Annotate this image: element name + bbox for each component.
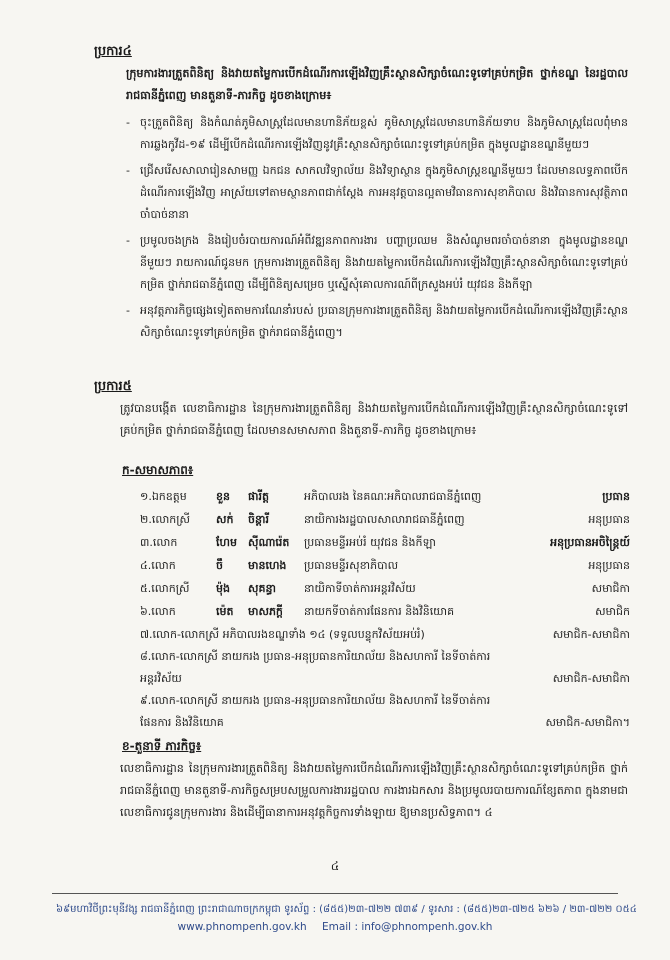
footer-address: ៦៩មហាវិថីព្រះមុនីវង្ស រាជធានីភ្នំពេញ ព្រះរាជាណាចក្រកម្ពុជា ទូរស័ព្ទ : (៨៥៥)២៣-៧២២ ៧៣៩ / ទូរសារ : (៨៥៥)២៣-៧២៥ ៦២៦ / ២៣-៧២២ ០៥៤: [56, 904, 637, 915]
article5-heading: ប្រការ៥: [94, 379, 132, 394]
member-title: ៤.លោក: [140, 558, 176, 572]
member-role: សមាជិកា: [591, 581, 630, 595]
member-position: ប្រធានមន្ទីរអប់រំ យុវជន និងកីឡា: [304, 535, 436, 549]
member-family-name: ម៉ុង: [216, 581, 230, 595]
footer-links: [0, 921, 670, 933]
member-role: អនុប្រធាន: [588, 512, 630, 526]
member-position: នាយិកាទីចាត់ការអន្តរវិស័យ: [304, 581, 416, 595]
member-description: ៩.លោក-លោកស្រី នាយករង ប្រធាន-អនុប្រធានការិយាល័យ និងសហការី នៃទីចាត់ការផែនការ និងវិនិយោគ: [140, 694, 491, 729]
duties-text: លេខាធិការដ្ឋាន នៃក្រុមការងារត្រួតពិនិត្យ និងវាយតម្លៃការបើកដំណើរការឡើងវិញគ្រឹះស្ថានសិក្សាចំណេះទូទៅគ្រប់កម្រិត ថ្នាក់រាជធានីភ្នំពេញ មានតួនាទី-ភារកិច្ចសម្របសម្រួលការងាររដ្ឋបាល ការងារឯកសារ និងប្រមូលរបាយការណ៍ខ្សែតភាព ក្នុងនាមជាលេខាធិការជូនក្រុមការងារ និងដើម្បីធានាការអនុវត្តកិច្ចការទាំងឡាយ ឱ្យមានប្រសិទ្ធភាព។ ៤: [120, 762, 628, 819]
member-position: អភិបាលរង នៃគណៈអភិបាលរាជធានីភ្នំពេញ: [304, 489, 482, 503]
member-role: អនុប្រធាន: [588, 558, 630, 572]
member-role: សមាជិក-សមាជិកា: [552, 672, 630, 685]
list-item: - ជ្រើសរើសសាលារៀនសាមញ្ញ ឯកជន សាកលវិទ្យាល័យ និងវិទ្យាស្ថាន ក្នុងភូមិសាស្ត្រខណ្ឌនីមួយៗ ដែលមានលទ្ធភាពបើកដំណើរការឡើងវិញ អាស្រ័យទៅតាមស្ថានភាពជាក់ស្តែង ការអនុវត្តបានល្អតាមវិធានការសុខាភិបាល និងវិធានការសុវត្ថិភាពចាំបាច់នានា: [126, 160, 628, 226]
list-item: - ប្រមូលចងក្រង និងរៀបចំរបាយការណ៍អំពីវឌ្ឍនភាពការងារ បញ្ហាប្រឈម និងសំណូមពរចាំបាច់នានា ក្នុងមូលដ្ឋានខណ្ឌនីមួយៗ រាយការណ៍ជូនមក ក្រុមការងារត្រួតពិនិត្យ និងវាយតម្លៃការបើកដំណើរការឡើងវិញគ្រឹះស្ថានសិក្សាចំណេះទូទៅគ្រប់កម្រិត ថ្នាក់រាជធានីភ្នំពេញ ដើម្បីពិនិត្យសម្រេច ឬស្នើសុំគោលការណ៍ពីក្រសួងអប់រំ យុវជន និងកីឡា: [126, 230, 628, 296]
member-row: [140, 646, 630, 690]
member-given-name: ចិន្តារី: [248, 512, 269, 526]
member-list: [140, 486, 630, 734]
member-title: ១.ឯកឧត្តម: [140, 489, 187, 503]
composition-heading: ក-សមាសភាព៖: [122, 463, 194, 477]
member-title: ៣.លោក: [140, 535, 178, 549]
member-position: នាយកទីចាត់ការផែនការ និងវិនិយោគ: [304, 604, 455, 618]
member-position: ប្រធានមន្ទីរសុខាភិបាល: [304, 558, 399, 572]
member-description: ៧.លោក-លោកស្រី អភិបាលរងខណ្ឌទាំង ១៤ (ទទួលបន្ទុកវិស័យអប់រំ): [140, 628, 425, 641]
member-family-name: ចឹ: [216, 558, 223, 572]
list-item: - ចុះត្រួតពិនិត្យ និងកំណត់ភូមិសាស្ត្រដែលមានហានិភ័យខ្ពស់ ភូមិសាស្ត្រដែលមានហានិភ័យទាប និងភូមិសាស្ត្រដែលពុំមានការឆ្លងកូវីដ-១៩ ដើម្បីបើកដំណើរការឡើងវិញនូវគ្រឹះស្ថានសិក្សាចំណេះទូទៅគ្រប់កម្រិត ក្នុងមូលដ្ឋានខណ្ឌនីមួយៗ: [126, 112, 628, 156]
member-role: សមាជិក-សមាជិកា។: [545, 716, 630, 729]
member-row: [140, 532, 630, 555]
member-description: ៨.លោក-លោកស្រី នាយករង ប្រធាន-អនុប្រធានការិយាល័យ និងសហការី នៃទីចាត់ការអន្តរវិស័យ: [140, 650, 491, 685]
article5-intro: ត្រូវបានបង្កើត លេខាធិការដ្ឋាន នៃក្រុមការងារត្រួតពិនិត្យ និងវាយតម្លៃការបើកដំណើរការឡើងវិញគ្រឹះស្ថានសិក្សាចំណេះទូទៅគ្រប់កម្រិត ថ្នាក់រាជធានីភ្នំពេញ ដែលមានសមាសភាព និងតួនាទី-ភារកិច្ច ដូចខាងក្រោម៖: [120, 402, 628, 437]
member-row: [140, 486, 630, 509]
member-given-name: សុគន្ធា: [248, 581, 276, 595]
member-family-name: ហែម: [216, 535, 237, 549]
article4-duties-list: [126, 112, 628, 348]
article4-intro: ក្រុមការងារត្រួតពិនិត្យ និងវាយតម្លៃការបើកដំណើរការឡើងវិញគ្រឹះស្ថានសិក្សាចំណេះទូទៅគ្រប់កម្រិត ថ្នាក់ខណ្ឌ នៃរដ្ឋបាលរាជធានីភ្នំពេញ មានតួនាទី-ភារកិច្ច ដូចខាងក្រោម៖: [126, 67, 628, 102]
member-row: [140, 555, 630, 578]
duties-heading: ខ-តួនាទី ភារកិច្ច៖: [122, 739, 202, 753]
member-role: ប្រធាន: [602, 489, 630, 503]
member-given-name: ស៊ីណារ៉េត: [248, 535, 290, 549]
email-link[interactable]: Email : info@phnompenh.gov.kh: [321, 921, 493, 933]
member-row: [140, 509, 630, 532]
member-title: ២.លោកស្រី: [140, 512, 191, 526]
member-row: [140, 690, 630, 734]
website-link[interactable]: www.phnompenh.gov.kh: [177, 921, 307, 933]
member-family-name: ខួន: [216, 489, 230, 503]
member-row: [140, 624, 630, 646]
member-role: សមាជិក: [595, 604, 630, 618]
member-given-name: មានហេង: [248, 558, 287, 572]
member-given-name: មាសភក្តី: [248, 604, 283, 618]
footer-divider: [52, 893, 618, 894]
member-role: សមាជិក-សមាជិកា: [552, 628, 630, 641]
member-title: ៥.លោកស្រី: [140, 581, 190, 595]
article4-heading: ប្រការ៤: [94, 44, 132, 59]
member-title: ៦.លោក: [140, 604, 176, 618]
list-item: - អនុវត្តភារកិច្ចផ្សេងទៀតតាមការណែនាំរបស់ ប្រធានក្រុមការងារត្រួតពិនិត្យ និងវាយតម្លៃការបើកដំណើរការឡើងវិញគ្រឹះស្ថានសិក្សាចំណេះទូទៅគ្រប់កម្រិត ថ្នាក់រាជធានីភ្នំពេញ។: [126, 300, 628, 344]
member-family-name: ម៉េត: [216, 604, 234, 618]
member-row: [140, 601, 630, 624]
member-role: អនុប្រធានអចិន្ត្រៃយ៍: [550, 535, 630, 549]
member-position: នាយិការងរដ្ឋបាលសាលារាជធានីភ្នំពេញ: [304, 512, 465, 526]
page-number: ៤: [330, 859, 340, 873]
member-given-name: ផារីត្ត: [248, 489, 269, 503]
member-family-name: សក់: [216, 512, 234, 526]
member-row: [140, 578, 630, 601]
